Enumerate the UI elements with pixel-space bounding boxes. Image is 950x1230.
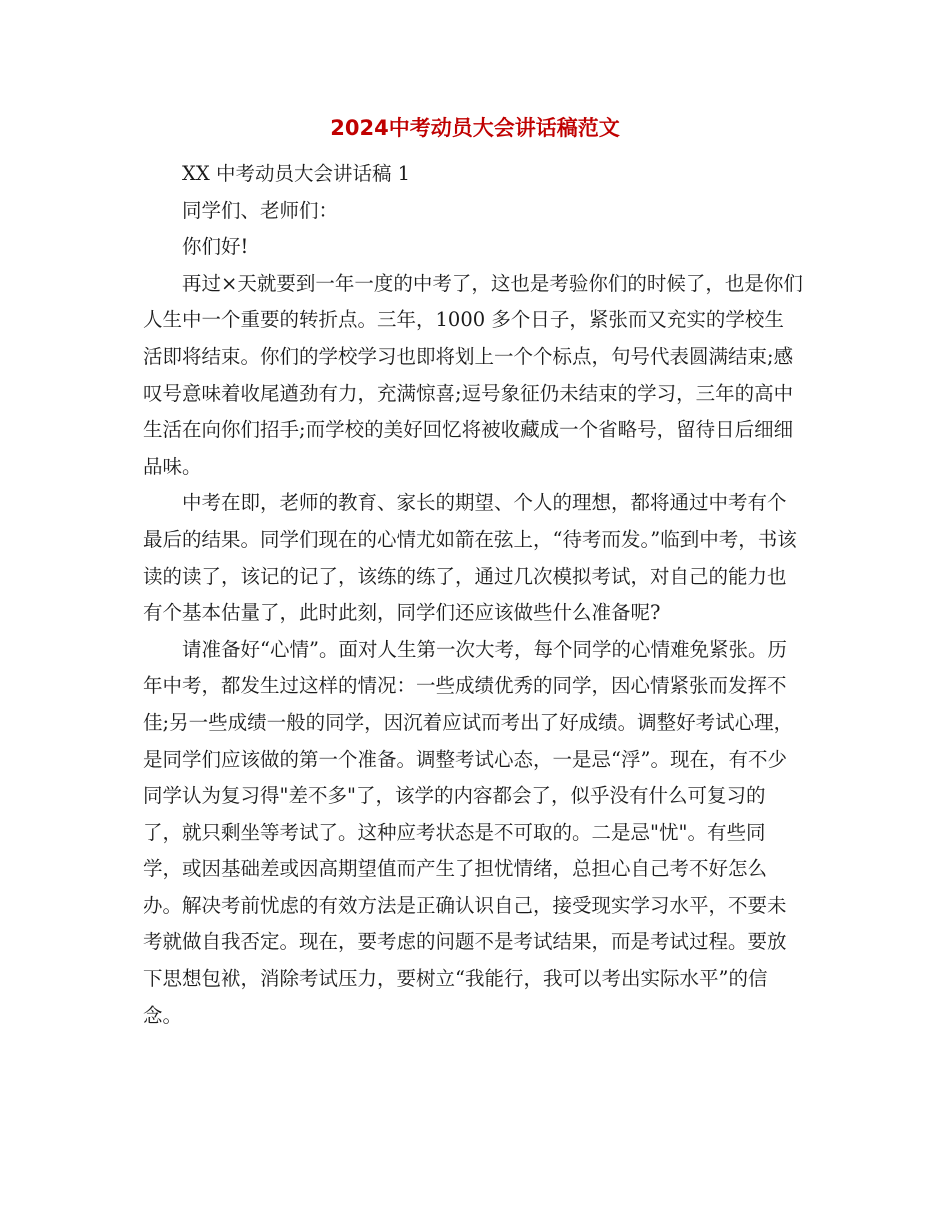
paragraph: 请准备好“心情”。面对人生第一次大考，每个同学的心情难免紧张。历年中考，都发生过这样的情况：一些成绩优秀的同学，因心情紧张而发挥不佳;另一些成绩一般的同学，因沉着应试而考出了好成绩。调整好考试心理，是同学们应该做的第一个准备。调整考试心态，一是忌“浮”。现在，有不少同学认为复习得"差不多"了，该学的内容都会了，似乎没有什么可复习的了，就只剩坐等考试了。这种应考状态是不可取的。二是忌"忧"。有些同学，或因基础差或因高期望值而产生了担忧情绪，总担心自己考不好怎么办。解决考前忧虑的有效方法是正确认识自己，接受现实学习水平，不要未考就做自我否定。现在，要考虑的问题不是考试结果，而是考试过程。要放下思想包袱，消除考试压力，要树立“我能行，我可以考出实际水平”的信念。	[143, 637, 794, 1027]
paragraph: 中考在即，老师的教育、家长的期望、个人的理想，都将通过中考有个最后的结果。同学们现在的心情尤如箭在弦上，“待考而发。”临到中考，书该读的读了，该记的记了，该练的练了，通过几次模拟考试，对自己的能力也有个基本估量了，此时此刻，同学们还应该做些什么准备呢?	[143, 491, 797, 625]
salutation: 同学们、老师们：	[182, 198, 339, 222]
paragraph: 再过×天就要到一年一度的中考了，这也是考验你们的时候了，也是你们人生中一个重要的转折点。三年，1000 多个日子，紧张而又充实的学校生活即将结束。你们的学校学习也即将划上一个个标点，句号代表圆满结束;感叹号意味着收尾遒劲有力，充满惊喜;逗号象征仍未结束的学习，三年的高中生活在向你们招手;而学校的美好回忆将被收藏成一个省略号，留待日后细细品味。	[143, 271, 803, 478]
speech-heading: XX 中考动员大会讲话稿 1	[182, 162, 411, 185]
document-title: 2024中考动员大会讲话稿范文	[330, 116, 620, 140]
greeting: 你们好!	[182, 235, 249, 259]
document-body	[143, 156, 803, 1034]
